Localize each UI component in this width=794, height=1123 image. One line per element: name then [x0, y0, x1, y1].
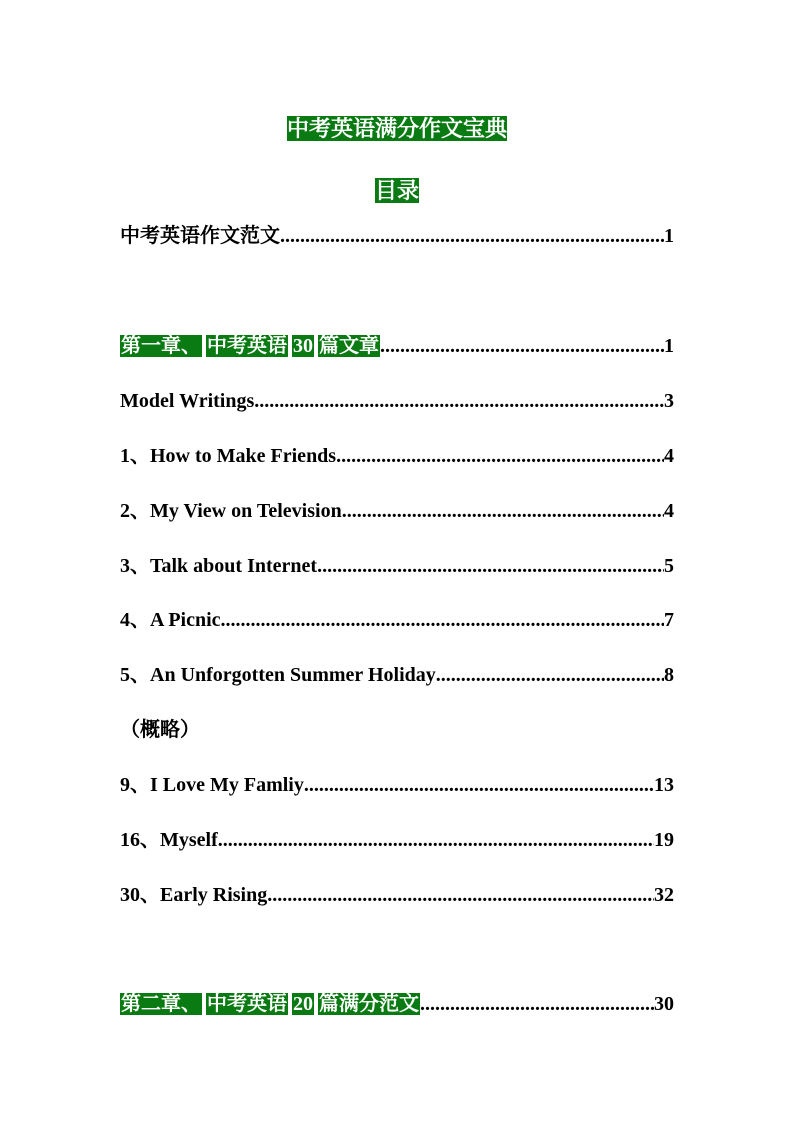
- toc-page-number: 1: [664, 335, 674, 357]
- chapter-2-segment: 第二章、: [121, 993, 201, 1015]
- toc-leader-dots: [221, 606, 664, 634]
- toc-entry-chapter-1[interactable]: [120, 332, 674, 360]
- toc-entry-label: Model Writings: [120, 390, 255, 412]
- chapter-2-segment: 中考英语: [207, 993, 287, 1015]
- toc-page-number: 8: [664, 664, 674, 686]
- toc-entry-item-5[interactable]: [120, 661, 674, 689]
- toc-entry-item-16[interactable]: [120, 826, 674, 854]
- toc-entry-label: 2、My View on Television: [120, 500, 342, 522]
- toc-page-number: 30: [654, 993, 674, 1015]
- toc-entry-label: 30、Early Rising: [120, 884, 268, 906]
- toc-entry-label: 3、Talk about Internet: [120, 555, 318, 577]
- toc-heading-text: 目录: [374, 178, 419, 203]
- document-title: [0, 114, 794, 144]
- toc-leader-dots: [304, 771, 654, 799]
- toc-heading: [0, 176, 794, 206]
- toc-entry-label: 1、How to Make Friends: [120, 445, 337, 467]
- toc-page-number: 7: [664, 609, 674, 631]
- chapter-1-segment: 30: [293, 335, 313, 357]
- toc-entry-label: [120, 332, 380, 360]
- toc-leader-dots: [218, 826, 654, 854]
- toc-entry-item-2[interactable]: [120, 497, 674, 525]
- chapter-1-segment: 中考英语: [207, 335, 287, 357]
- toc-leader-dots: [280, 222, 664, 250]
- toc-page-number: 5: [664, 555, 674, 577]
- chapter-2-segment: 篇满分范文: [319, 993, 419, 1015]
- toc-leader-dots: [420, 990, 654, 1018]
- toc-entry-item-1[interactable]: [120, 442, 674, 470]
- toc-page-number: 32: [654, 884, 674, 906]
- toc-leader-dots: [342, 497, 664, 525]
- toc-entry-label: [120, 990, 420, 1018]
- toc-entry-item-9[interactable]: [120, 771, 674, 799]
- chapter-2-segment: 20: [293, 993, 313, 1015]
- toc-page-number: 4: [664, 445, 674, 467]
- toc-leader-dots: [336, 442, 664, 470]
- toc-entry-label: 4、A Picnic: [120, 609, 221, 631]
- toc-entry-item-30[interactable]: [120, 881, 674, 909]
- chapter-1-segment: 第一章、: [121, 335, 201, 357]
- chapter-1-segment: 篇文章: [319, 335, 379, 357]
- toc-leader-dots: [436, 661, 664, 689]
- toc-omitted-note: （概略）: [120, 719, 200, 741]
- toc-page-number: 13: [654, 774, 674, 796]
- toc-entry-item-3[interactable]: [120, 552, 674, 580]
- toc-page-number: 3: [664, 390, 674, 412]
- toc-entry-label: 5、An Unforgotten Summer Holiday: [120, 664, 436, 686]
- toc-entry-chapter-2[interactable]: [120, 990, 674, 1018]
- toc-entry-label: 16、Myself: [120, 829, 218, 851]
- toc-entry-label: 9、I Love My Famliy: [120, 774, 304, 796]
- toc-entry-label: 中考英语作文范文: [120, 225, 280, 247]
- toc-leader-dots: [254, 387, 664, 415]
- toc-page-number: 4: [664, 500, 674, 522]
- toc-entry-essay-samples[interactable]: [120, 222, 674, 250]
- toc-entry-item-4[interactable]: [120, 606, 674, 634]
- toc-leader-dots: [267, 881, 654, 909]
- toc-entry-model-writings[interactable]: [120, 387, 674, 415]
- toc-leader-dots: [380, 332, 664, 360]
- toc-page-number: 19: [654, 829, 674, 851]
- toc-page-number: 1: [664, 225, 674, 247]
- toc-leader-dots: [317, 552, 664, 580]
- document-title-text: 中考英语满分作文宝典: [286, 116, 507, 141]
